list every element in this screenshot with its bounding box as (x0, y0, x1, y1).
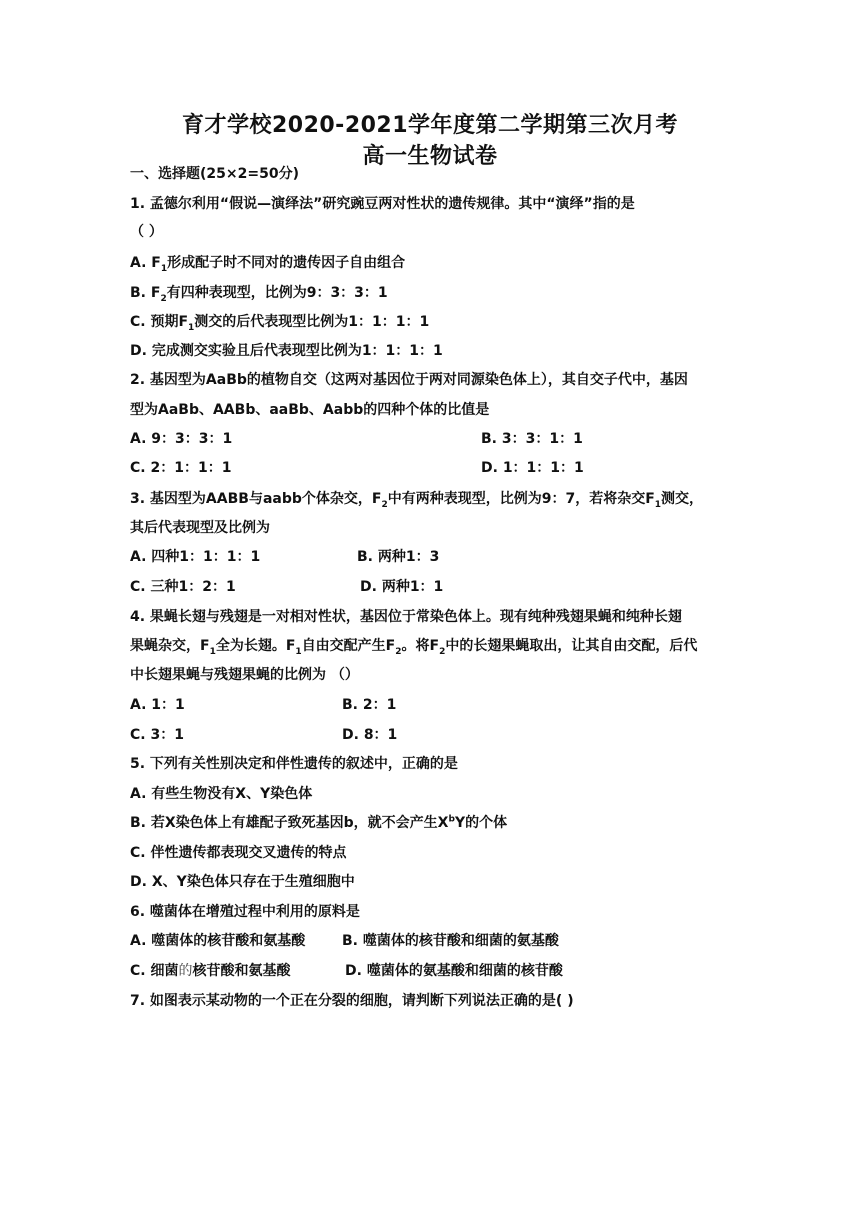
q4-option-b: B. 2：1 (342, 697, 397, 713)
q2-option-c: C. 2：1：1：1 (130, 460, 232, 476)
q5-option-a: A. 有些生物没有X、Y染色体 (130, 786, 313, 802)
q6-option-b: B. 噬菌体的核苷酸和细菌的氨基酸 (342, 933, 559, 949)
q3-option-d: D. 两种1：1 (360, 579, 444, 595)
q6-option-c: C. 细菌的核苷酸和氨基酸 (130, 963, 291, 979)
q1-option-d: D. 完成测交实验且后代表现型比例为1：1：1：1 (130, 343, 443, 359)
q1-option-b: B. $F_2$有四种表现型，比例为9：3：3：1 (130, 285, 388, 304)
q2-option-b: B. 3：3：1：1 (481, 431, 583, 447)
q4-option-a: A. 1：1 (130, 697, 185, 713)
q4-option-c: C. 3：1 (130, 727, 184, 743)
q2-stem-cont: 型为AaBb、AABb、aaBb、Aabb的四种个体的比值是 (130, 402, 490, 418)
q3-option-a: A. 四种1：1：1：1 (130, 549, 261, 565)
q4-stem-end: 中长翅果蝇与残翅果蝇的比例为 （） (130, 667, 359, 683)
q1-option-c: C. 预期$F_1$测交的后代表现型比例为1：1：1：1 (130, 314, 430, 333)
q4-option-d: D. 8：1 (342, 727, 398, 743)
q7-stem: 7. 如图表示某动物的一个正在分裂的细胞，请判断下列说法正确的是( ) (130, 993, 574, 1009)
q1-stem: 1. 孟德尔利用“假说—演绎法”研究豌豆两对性状的遗传规律。其中“演绎”指的是 (130, 196, 635, 212)
q1-option-a: A. $F_1$形成配子时不同对的遗传因子自由组合 (130, 255, 406, 274)
q6-option-a: A. 噬菌体的核苷酸和氨基酸 (130, 933, 306, 949)
q5-option-c: C. 伴性遗传都表现交叉遗传的特点 (130, 845, 347, 861)
q3-option-b: B. 两种1：3 (357, 549, 440, 565)
exam-title: 育才学校2020-2021学年度第二学期第三次月考 (181, 113, 679, 138)
q3-stem-cont: 其后代表现型及比例为 (130, 520, 270, 536)
q5-stem: 5. 下列有关性别决定和伴性遗传的叙述中，正确的是 (130, 756, 458, 772)
section-heading: 一、选择题(25×2=50分) (130, 166, 299, 182)
q1-stem-paren: （ ） (130, 224, 163, 240)
exam-subtitle: 高一生物试卷 (362, 144, 498, 169)
q5-option-b: B. 若X染色体上有雄配子致死基因b，就不会产生$X^bY$的个体 (130, 814, 508, 831)
q5-option-d: D. X、Y染色体只存在于生殖细胞中 (130, 874, 355, 890)
q3-stem: 3. 基因型为AABB与aabb个体杂交，$F_2$中有两种表现型，比例为9：7，若将杂交$F_1$测交， (130, 491, 704, 510)
q3-option-c: C. 三种1：2：1 (130, 579, 236, 595)
q6-stem: 6. 噬菌体在增殖过程中利用的原料是 (130, 904, 360, 920)
q6-option-d: D. 噬菌体的氨基酸和细菌的核苷酸 (345, 963, 563, 979)
q2-stem: 2. 基因型为AaBb的植物自交（这两对基因位于两对同源染色体上），其自交子代中，基因 (130, 372, 688, 388)
q2-option-d: D. 1：1：1：1 (481, 460, 584, 476)
q2-option-a: A. 9：3：3：1 (130, 431, 233, 447)
q4-stem: 4. 果蝇长翅与残翅是一对相对性状，基因位于常染色体上。现有纯种残翅果蝇和纯种长翅 (130, 609, 682, 625)
q4-stem-cont: 果蝇杂交，$F_1$全为长翅。$F_1$自由交配产生$F_2$。将$F_2$中的长翅果蝇取出，让其自由交配，后代 (130, 638, 698, 657)
